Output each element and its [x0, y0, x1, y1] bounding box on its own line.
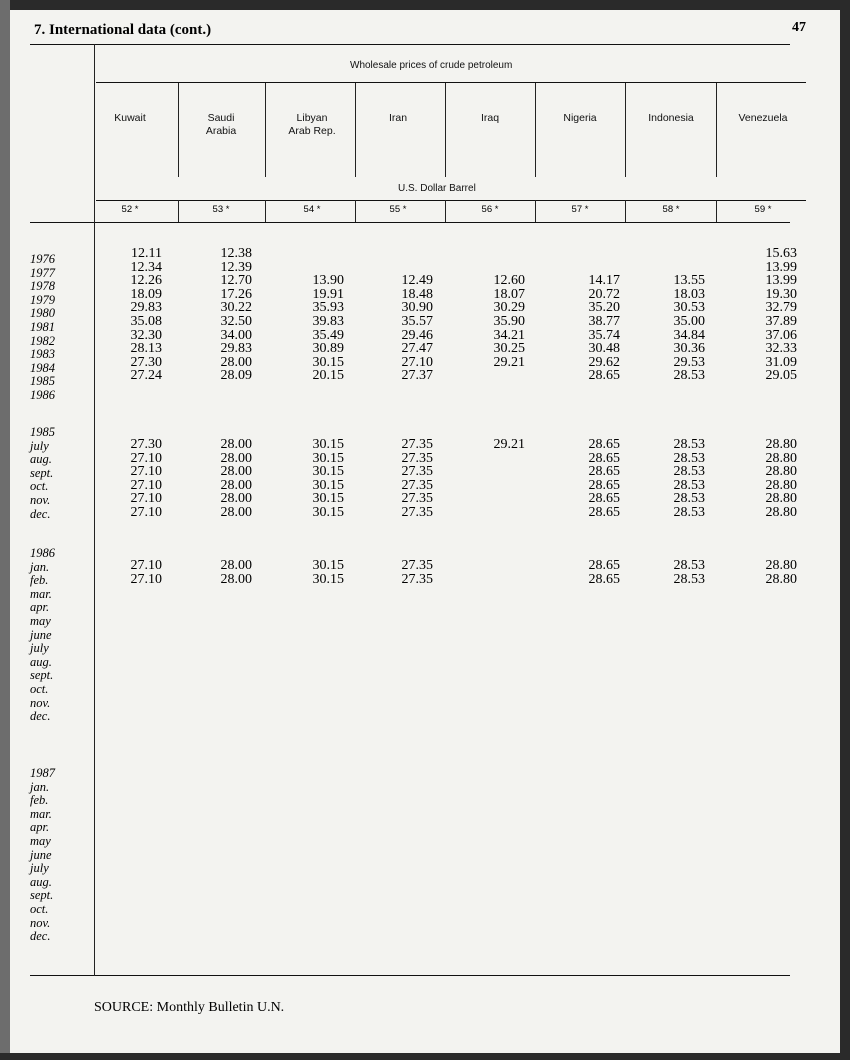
data-cell: 27.35 — [401, 437, 433, 452]
data-cell: 35.08 — [130, 314, 162, 329]
code-divider — [265, 200, 266, 222]
data-cell: 30.22 — [220, 300, 252, 316]
data-cell: 27.10 — [401, 354, 433, 370]
data-cell: 30.15 — [312, 464, 344, 480]
data-cell: 37.06 — [765, 327, 797, 343]
data-cell: 15.63 — [765, 246, 797, 261]
data-cell: 29.53 — [673, 354, 705, 370]
data-cell: 37.89 — [765, 314, 797, 329]
data-cell: 27.10 — [130, 477, 162, 493]
data-cell: 28.53 — [673, 558, 705, 573]
code-divider — [625, 200, 626, 222]
column-header: Iraq — [480, 112, 500, 124]
data-cell: 28.53 — [673, 464, 705, 480]
data-cell: 12.70 — [220, 273, 252, 289]
data-cell: 12.11 — [131, 246, 162, 261]
section-title: 7. International data (cont.) — [34, 22, 212, 38]
column-divider — [355, 83, 356, 177]
row-label: mar. — [30, 586, 52, 601]
row-label: 1980 — [30, 306, 55, 321]
data-cell: 27.35 — [401, 477, 433, 493]
data-cell: 12.60 — [493, 273, 525, 289]
data-cell: 28.09 — [220, 368, 252, 384]
row-label: may — [30, 614, 51, 628]
data-cell: 27.35 — [401, 571, 433, 587]
data-cell: 27.30 — [130, 437, 162, 452]
data-cell: 27.10 — [130, 450, 162, 466]
column-divider — [265, 83, 266, 177]
row-label: apr. — [30, 600, 50, 615]
row-label: mar. — [30, 806, 52, 821]
data-cell: 34.84 — [673, 327, 705, 343]
column-code: 59 * — [754, 204, 772, 215]
column-divider — [535, 83, 536, 177]
data-cell: 30.15 — [312, 354, 344, 370]
data-cell: 14.17 — [588, 273, 620, 289]
data-cell: 29.46 — [401, 327, 433, 343]
data-cell: 30.15 — [312, 558, 344, 573]
row-label: sept. — [30, 668, 54, 683]
row-label: 1984 — [30, 360, 55, 375]
data-cell: 35.93 — [312, 300, 344, 316]
data-cell: 19.91 — [312, 286, 344, 302]
table-top-rule — [30, 44, 790, 45]
data-cell: 34.21 — [493, 327, 525, 343]
column-code: 55 * — [389, 204, 407, 215]
unit-label: U.S. Dollar Barrel — [398, 183, 476, 194]
data-cell: 28.80 — [765, 558, 797, 573]
data-cell: 30.15 — [312, 437, 344, 452]
column-code: 58 * — [662, 204, 680, 215]
row-label: 1976 — [30, 252, 55, 266]
data-cell: 13.90 — [312, 273, 344, 289]
column-header: Nigeria — [563, 112, 597, 124]
caption-rule — [96, 82, 806, 83]
data-cell: 28.65 — [588, 491, 620, 507]
data-cell: 28.80 — [765, 464, 797, 480]
data-cell: 27.35 — [401, 450, 433, 466]
data-cell: 18.03 — [673, 286, 705, 302]
data-cell: 28.00 — [220, 505, 252, 520]
data-cell: 29.21 — [493, 354, 525, 370]
column-header: Kuwait — [114, 112, 146, 124]
row-label: may — [30, 834, 51, 848]
data-cell: 28.65 — [588, 450, 620, 466]
page-number: 47 — [792, 20, 806, 35]
data-cell: 38.77 — [588, 314, 620, 329]
data-cell: 32.50 — [220, 314, 252, 329]
data-cell: 18.07 — [493, 286, 525, 302]
column-header: Libyan Arab Rep. — [288, 112, 336, 137]
data-cell: 18.48 — [401, 286, 433, 302]
row-label: dec. — [30, 709, 51, 724]
data-cell: 30.29 — [493, 300, 525, 316]
data-cell: 30.15 — [312, 450, 344, 466]
data-cell: 28.53 — [673, 505, 705, 520]
data-cell: 28.65 — [588, 477, 620, 493]
data-cell: 27.47 — [401, 341, 433, 357]
data-cell: 30.89 — [312, 341, 344, 357]
data-cell: 29.05 — [765, 368, 797, 384]
row-label: oct. — [30, 902, 49, 916]
data-cell: 28.53 — [673, 368, 705, 384]
row-label: 1981 — [30, 320, 55, 334]
column-code: 52 * — [121, 204, 139, 215]
data-cell: 35.57 — [401, 314, 433, 329]
data-cell: 35.90 — [493, 314, 525, 329]
row-label: jan. — [30, 779, 50, 794]
row-label: july — [30, 438, 49, 453]
data-cell: 27.30 — [130, 354, 162, 370]
data-cell: 27.35 — [401, 491, 433, 507]
data-cell: 30.15 — [312, 491, 344, 507]
data-cell: 28.00 — [220, 558, 252, 573]
column-divider — [716, 83, 717, 177]
data-cell: 31.09 — [765, 354, 797, 370]
unit-rule — [96, 200, 806, 201]
source-note: SOURCE: Monthly Bulletin U.N. — [94, 1000, 285, 1015]
code-divider — [716, 200, 717, 222]
row-label: dec. — [30, 929, 51, 944]
row-label: dec. — [30, 506, 51, 521]
data-cell: 35.74 — [588, 327, 620, 343]
data-cell: 28.00 — [220, 464, 252, 480]
row-label: aug. — [30, 654, 52, 669]
data-cell: 29.21 — [493, 437, 525, 452]
data-cell: 27.37 — [401, 368, 433, 384]
data-cell: 13.99 — [765, 273, 797, 289]
row-label: nov. — [30, 695, 51, 710]
data-cell: 28.65 — [588, 571, 620, 587]
row-label: apr. — [30, 820, 50, 835]
column-header: Iran — [388, 112, 408, 124]
data-cell: 30.48 — [588, 341, 620, 357]
data-cell: 17.26 — [220, 286, 252, 302]
row-label: 1987 — [30, 766, 55, 780]
data-cell: 27.10 — [130, 505, 162, 520]
row-label: 1978 — [30, 279, 55, 294]
table-caption: Wholesale prices of crude petroleum — [350, 60, 513, 71]
data-cell: 30.15 — [312, 477, 344, 493]
data-cell: 28.00 — [220, 437, 252, 452]
data-cell: 28.53 — [673, 437, 705, 452]
data-cell: 12.39 — [220, 259, 252, 275]
column-header: Saudi Arabia — [205, 112, 237, 137]
row-label: 1986 — [30, 388, 55, 402]
data-cell: 27.24 — [130, 368, 162, 384]
data-cell: 12.34 — [130, 259, 162, 275]
data-cell: 12.26 — [130, 273, 162, 289]
code-divider — [535, 200, 536, 222]
row-label: june — [30, 627, 52, 642]
data-cell: 28.00 — [220, 571, 252, 587]
data-cell: 27.35 — [401, 505, 433, 520]
data-cell: 32.79 — [765, 300, 797, 316]
code-divider — [445, 200, 446, 222]
row-label: feb. — [30, 793, 49, 808]
code-divider — [355, 200, 356, 222]
data-cell: 28.53 — [673, 571, 705, 587]
code-rule — [30, 222, 790, 223]
data-cell: 19.30 — [765, 286, 797, 302]
table-bottom-rule — [30, 975, 790, 976]
data-cell: 39.83 — [312, 314, 344, 329]
data-cell: 29.83 — [220, 341, 252, 357]
data-cell: 12.38 — [220, 246, 252, 261]
data-cell: 28.13 — [130, 341, 162, 357]
row-label: 1977 — [30, 265, 55, 280]
column-code: 53 * — [212, 204, 230, 215]
data-cell: 30.36 — [673, 341, 705, 357]
row-label: feb. — [30, 573, 49, 588]
row-label: aug. — [30, 874, 52, 889]
row-label: sept. — [30, 465, 54, 480]
data-cell: 32.33 — [765, 341, 797, 357]
data-cell: 27.10 — [130, 571, 162, 587]
row-label: sept. — [30, 888, 54, 903]
data-cell: 35.49 — [312, 327, 344, 343]
data-cell: 30.53 — [673, 300, 705, 316]
data-cell: 27.35 — [401, 558, 433, 573]
data-cell: 12.49 — [401, 273, 433, 289]
row-label: 1983 — [30, 347, 55, 362]
column-divider — [178, 83, 179, 177]
row-label: oct. — [30, 682, 49, 696]
data-cell: 34.00 — [220, 327, 252, 343]
data-cell: 28.00 — [220, 491, 252, 507]
data-cell: 27.10 — [130, 491, 162, 507]
data-cell: 20.72 — [588, 286, 620, 302]
data-cell: 28.80 — [765, 437, 797, 452]
data-cell: 35.00 — [673, 314, 705, 329]
column-divider — [445, 83, 446, 177]
data-cell: 20.15 — [312, 368, 344, 384]
row-label: nov. — [30, 915, 51, 930]
data-cell: 27.35 — [401, 464, 433, 480]
row-label: july — [30, 641, 49, 656]
data-cell: 28.80 — [765, 571, 797, 587]
data-cell: 18.09 — [130, 286, 162, 302]
row-label: aug. — [30, 452, 52, 467]
row-label: 1986 — [30, 546, 55, 560]
row-label: jan. — [30, 559, 50, 574]
column-divider — [625, 83, 626, 177]
data-cell: 29.83 — [130, 300, 162, 316]
data-cell: 28.65 — [588, 558, 620, 573]
data-cell: 28.65 — [588, 464, 620, 480]
row-label: 1985 — [30, 425, 55, 439]
data-cell: 28.00 — [220, 354, 252, 370]
data-cell: 28.65 — [588, 368, 620, 384]
data-cell: 28.80 — [765, 450, 797, 466]
data-cell: 35.20 — [588, 300, 620, 316]
data-cell: 30.90 — [401, 300, 433, 316]
row-label: oct. — [30, 479, 49, 494]
data-cell: 30.25 — [493, 341, 525, 357]
column-code: 57 * — [571, 204, 589, 215]
row-label: 1982 — [30, 333, 55, 348]
row-label: nov. — [30, 493, 51, 507]
data-cell: 28.53 — [673, 477, 705, 493]
row-label: 1985 — [30, 374, 55, 389]
row-label: july — [30, 861, 49, 876]
data-cell: 29.62 — [588, 354, 620, 370]
data-cell: 28.53 — [673, 491, 705, 507]
row-label: 1979 — [30, 292, 55, 307]
data-cell: 30.15 — [312, 571, 344, 587]
data-cell: 28.00 — [220, 450, 252, 466]
data-cell: 28.80 — [765, 477, 797, 493]
code-divider — [178, 200, 179, 222]
data-cell: 30.15 — [312, 505, 344, 520]
data-cell: 32.30 — [130, 327, 162, 343]
column-header: Indonesia — [648, 112, 694, 124]
data-cell: 28.53 — [673, 450, 705, 466]
data-cell: 13.55 — [673, 273, 705, 289]
data-cell: 28.65 — [588, 437, 620, 452]
data-cell: 28.00 — [220, 477, 252, 493]
row-label: june — [30, 847, 52, 862]
data-cell: 28.80 — [765, 491, 797, 507]
data-cell: 27.10 — [130, 558, 162, 573]
data-cell: 28.65 — [588, 505, 620, 520]
column-code: 54 * — [303, 204, 321, 215]
column-header: Venezuela — [738, 112, 788, 124]
column-code: 56 * — [481, 204, 499, 215]
data-cell: 13.99 — [765, 259, 797, 275]
data-cell: 27.10 — [130, 464, 162, 480]
data-cell: 28.80 — [765, 505, 797, 520]
